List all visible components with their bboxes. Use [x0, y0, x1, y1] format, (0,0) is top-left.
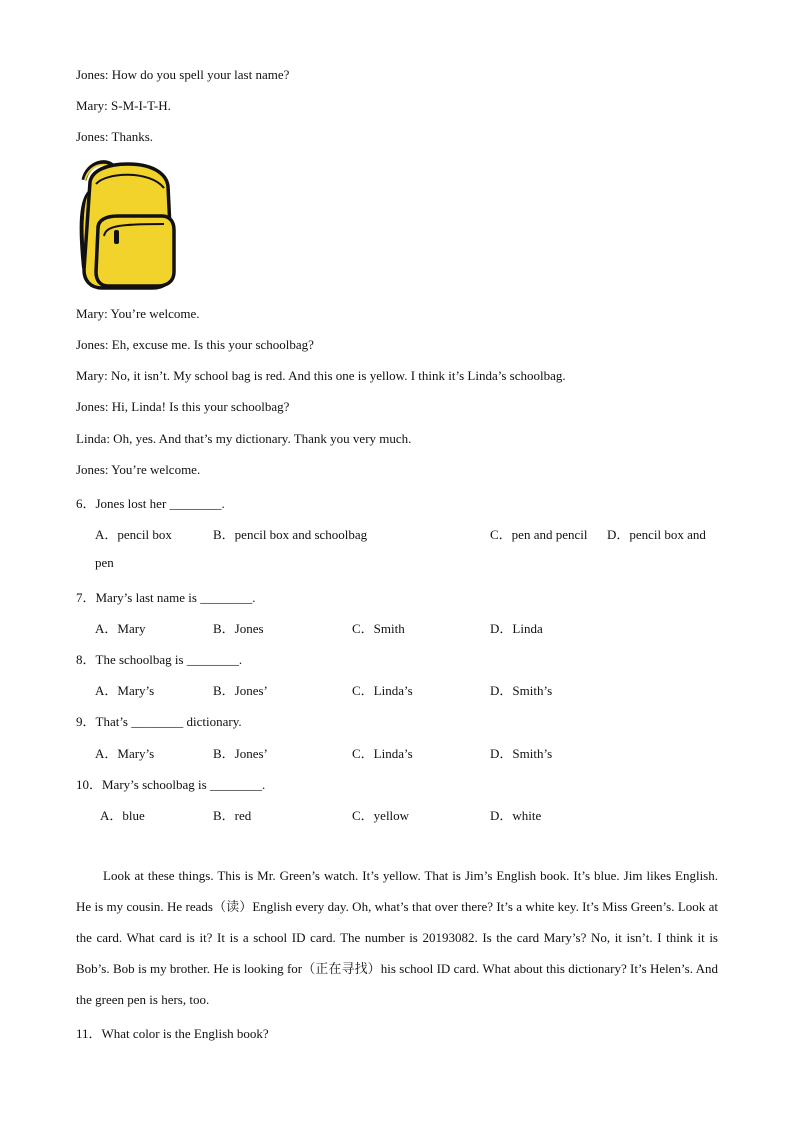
option-b: B．pencil box and schoolbag: [213, 527, 368, 542]
reading-passage: [76, 860, 718, 1015]
option-c: C．Linda’s: [352, 683, 413, 698]
option-c: C．yellow: [352, 808, 410, 823]
dialogue-line: Mary: You’re welcome.: [76, 306, 200, 321]
dialogue-line: Mary: S-M-I-T-H.: [76, 98, 171, 113]
option-b: B．Jones: [213, 621, 264, 636]
option-d: D．white: [490, 808, 542, 823]
dialogue-line: Jones: You’re welcome.: [76, 462, 201, 477]
question-stem: 6．Jones lost her ________.: [76, 496, 225, 511]
option-d: D．pencil box and: [607, 527, 706, 542]
option-c: C．Smith: [352, 621, 405, 636]
passage-text: Look at these things. This is Mr. Green’s watch. It’s yellow. That is Jim’s English book. It’s blue. Jim likes English. He is my cousin. He reads（读）English every day. Oh, what’s that over there? It’s a white key. It’s Miss Green’s. Look at the card. What card is it? It is a school ID card. The number is 20193082. Is the card Mary’s? No, it isn’t. I think it is Bob’s. Bob is my brother. He is looking for（正在寻找）his school ID card. What about this dictionary? It’s Helen’s. And the green pen is hers, too.: [76, 868, 718, 1007]
question-stem: 11．What color is the English book?: [76, 1026, 269, 1041]
option-d-wrap: pen: [95, 555, 114, 570]
option-d: D．Smith’s: [490, 683, 553, 698]
dialogue-line: Mary: No, it isn’t. My school bag is red. And this one is yellow. I think it’s Linda’s schoolbag.: [76, 368, 566, 383]
option-b: B．Jones’: [213, 683, 268, 698]
option-d: D．Linda: [490, 621, 543, 636]
dialogue-line: Jones: Eh, excuse me. Is this your schoolbag?: [76, 337, 314, 352]
question-stem: 8．The schoolbag is ________.: [76, 652, 243, 667]
option-a: A．blue: [100, 808, 145, 823]
dialogue-line: Linda: Oh, yes. And that’s my dictionary. Thank you very much.: [76, 431, 412, 446]
option-b: B．red: [213, 808, 252, 823]
option-a: A．pencil box: [95, 527, 172, 542]
dialogue-line: Jones: How do you spell your last name?: [76, 67, 290, 82]
option-a: A．Mary’s: [95, 746, 155, 761]
question-stem: 9．That’s ________ dictionary.: [76, 714, 242, 729]
question-stem: 10．Mary’s schoolbag is ________.: [76, 777, 266, 792]
option-c: C．Linda’s: [352, 746, 413, 761]
option-b: B．Jones’: [213, 746, 268, 761]
dialogue-line: Jones: Hi, Linda! Is this your schoolbag?: [76, 399, 290, 414]
option-c: C．pen and pencil: [490, 527, 588, 542]
schoolbag-icon: [78, 158, 180, 292]
option-d: D．Smith’s: [490, 746, 553, 761]
question-stem: 7．Mary’s last name is ________.: [76, 590, 256, 605]
dialogue-line: Jones: Thanks.: [76, 129, 154, 144]
option-a: A．Mary: [95, 621, 146, 636]
option-a: A．Mary’s: [95, 683, 155, 698]
